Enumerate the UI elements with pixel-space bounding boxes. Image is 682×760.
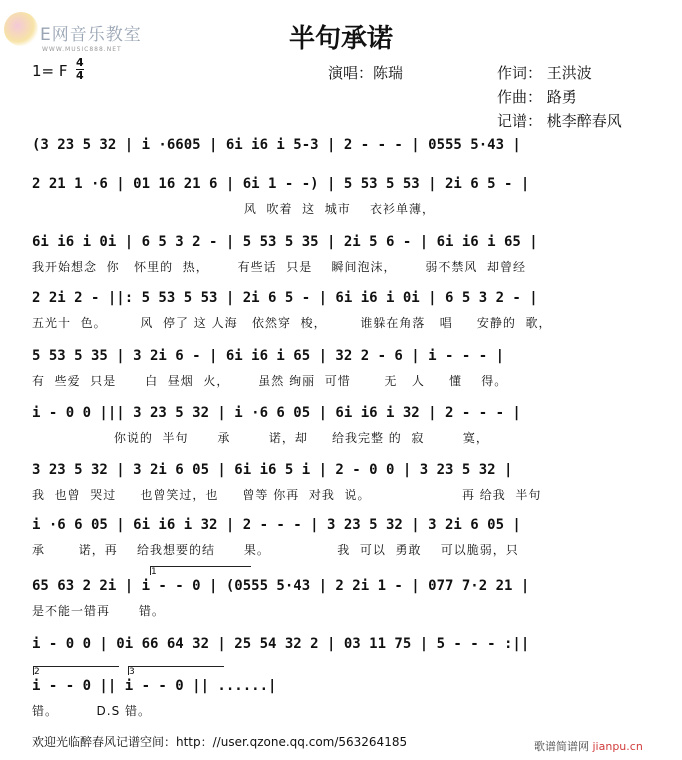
lyricist-credit: 作词： 王洪波	[497, 64, 592, 82]
first-ending-bracket	[150, 566, 251, 575]
song-title: 半句承诺	[288, 24, 393, 54]
notes-line: 3 23 5 32 | 3 2i 6 05 | 6i i6 5 i | 2 - 0 0 | 3 23 5 32 |	[32, 462, 513, 478]
notes-line: i ·6 6 05 | 6i i6 i 32 | 2 - - - | 3 23 5 32 | 3 2i 6 05 |	[32, 517, 521, 533]
notes-line: 65 63 2 2i | i - - 0 | (0555 5·43 | 2 2i 1 - | 077 7·2 21 |	[32, 578, 530, 594]
volta-label: 3	[129, 667, 135, 677]
notes-line: 6i i6 i 0i | 6 5 3 2 - | 5 53 5 35 | 2i 5 6 - | 6i i6 i 65 |	[32, 234, 538, 250]
notes-line: 5 53 5 35 | 3 2i 6 - | 6i i6 i 65 | 32 2 - 6 | i - - - |	[32, 348, 505, 364]
lyric-line: 是不能一错再 错。	[32, 604, 165, 618]
time-signature	[76, 57, 84, 82]
notes-line: (3 23 5 32 | i ·6605 | 6i i6 i 5-3 | 2 - - - | 0555 5·43 |	[32, 137, 521, 153]
site-name: E网音乐教室	[40, 25, 142, 45]
lyric-line: 我开始想念 你 怀里的 热， 有些话 只是 瞬间泡沫， 弱不禁风 却曾经	[32, 260, 526, 274]
volta-label: 1	[151, 567, 157, 577]
time-sig-bottom: 4	[76, 69, 84, 82]
brand-url: jianpu.cn	[592, 740, 643, 753]
lyric-line: 五光十 色。 风 停了 这 人海 依然穿 梭， 谁躲在角落 唱 安静的 歌，	[32, 316, 552, 330]
footer-text: 欢迎光临醉春风记谱空间：http：//user.qzone.qq.com/563264185	[32, 735, 408, 749]
lyric-line: 有 些爱 只是 白 昼烟 火， 虽然 绚丽 可惜 无 人 懂 得。	[32, 374, 508, 388]
key-signature: 1= F	[32, 62, 68, 80]
lyric-line: 错。 D.S 错。	[32, 704, 152, 718]
third-ending-bracket	[128, 666, 224, 675]
transcriber-credit: 记谱： 桃李醉春风	[497, 112, 622, 130]
second-ending-bracket	[33, 666, 119, 675]
lyric-line: 我 也曾 哭过 也曾笑过，也 曾等 你再 对我 说。 再 给我 半句	[32, 488, 542, 502]
notes-line: 2 21 1 ·6 | 01 16 21 6 | 6i 1 - -) | 5 53 5 53 | 2i 6 5 - |	[32, 176, 530, 192]
time-sig-top: 4	[76, 56, 84, 69]
notes-line: i - 0 0 ||| 3 23 5 32 | i ·6 6 05 | 6i i6 i 32 | 2 - - - |	[32, 405, 521, 421]
volta-label: 2	[34, 667, 40, 677]
brand-name: 歌谱简谱网	[534, 740, 589, 753]
notes-line: 2 2i 2 - ||: 5 53 5 53 | 2i 6 5 - | 6i i6 i 0i | 6 5 3 2 - |	[32, 290, 538, 306]
notes-line: i - 0 0 | 0i 66 64 32 | 25 54 32 2 | 03 11 75 | 5 - - - :||	[32, 636, 530, 652]
brand-watermark	[534, 738, 643, 754]
composer-credit: 作曲： 路勇	[497, 88, 577, 106]
notes-line: i - - 0 || i - - 0 || ......|	[32, 678, 277, 694]
singer-credit: 演唱：陈瑞	[328, 64, 404, 82]
site-url: WWW.MUSIC888.NET	[42, 46, 122, 53]
lyric-line: 你说的 半句 承 诺，却 给我完整 的 寂 寞，	[32, 431, 489, 445]
lyric-line: 风 吹着 这 城市 衣衫单薄，	[32, 202, 435, 216]
lyric-line: 承 诺，再 给我想要的结 果。 我 可以 勇敢 可以脆弱，只	[32, 543, 519, 557]
